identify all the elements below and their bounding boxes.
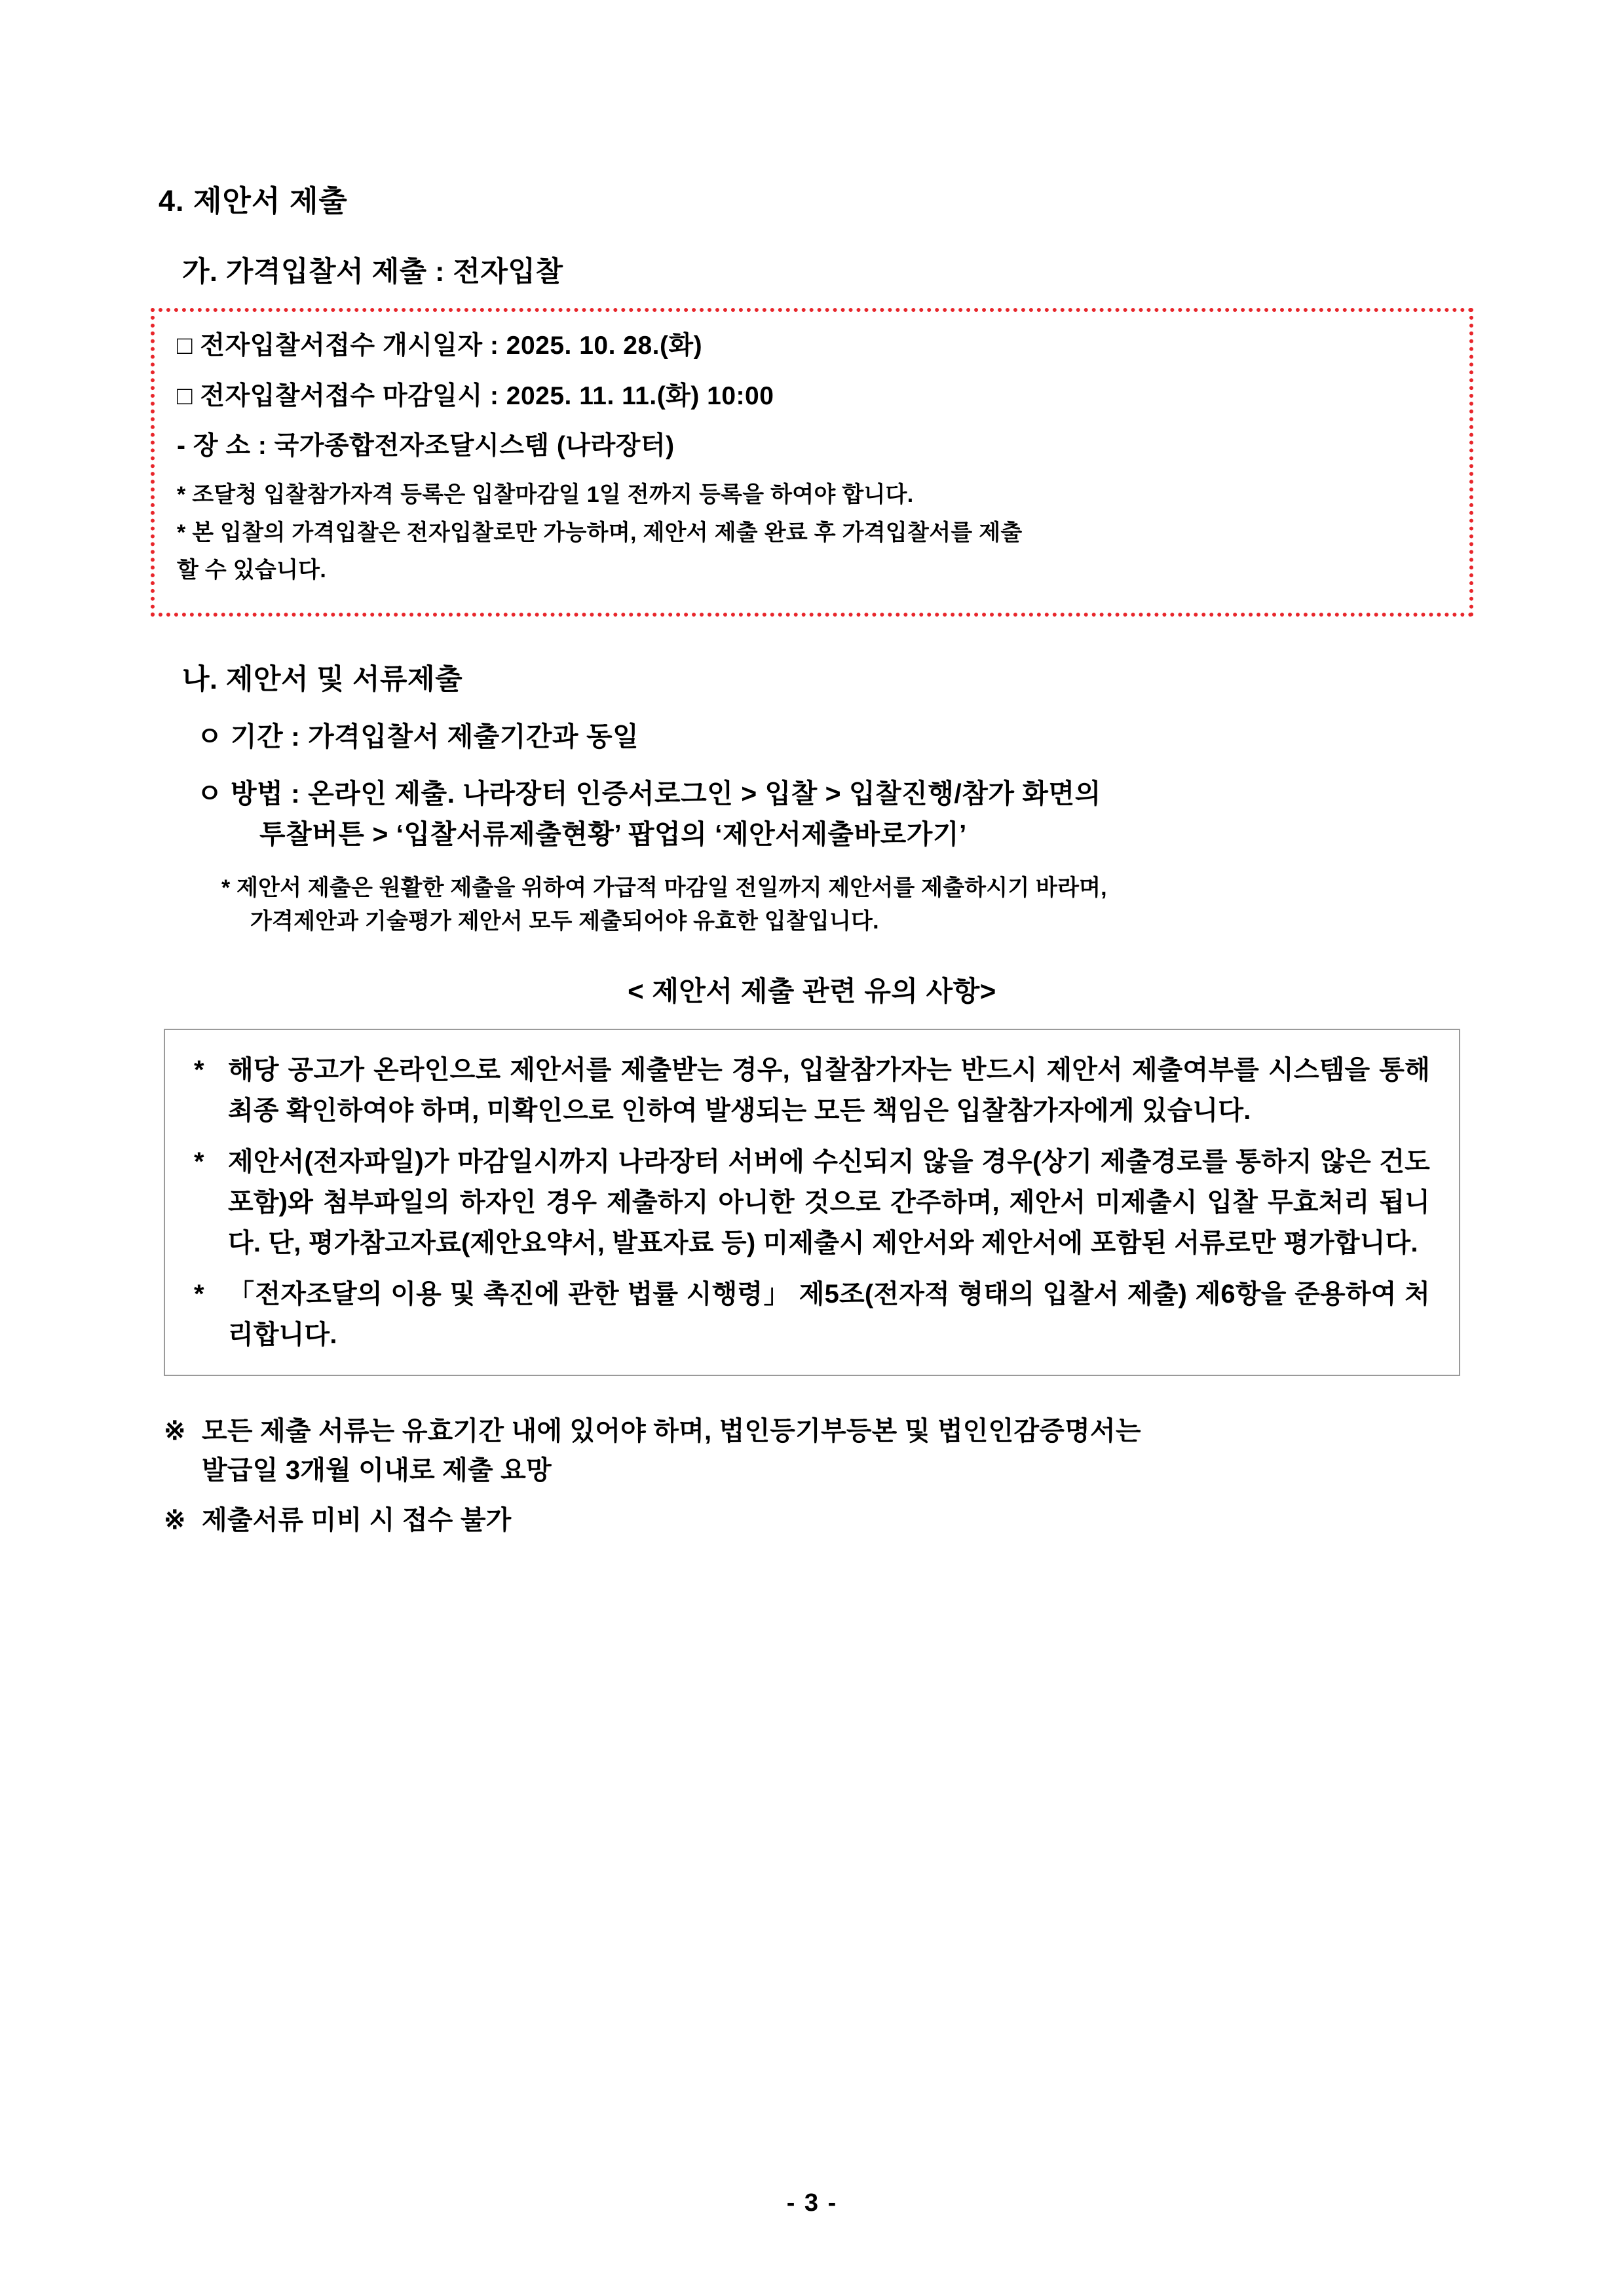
submission-method [197, 774, 1473, 854]
submission-method-line1: ㅇ 방법 : 온라인 제출. 나라장터 인증서로그인 > 입찰 > 입찰진행/참가 화면의 [197, 778, 1101, 809]
asterisk-icon: * [194, 1280, 204, 1309]
reference-mark-icon: ※ [164, 1506, 186, 1535]
footnote-item [164, 1501, 1473, 1540]
bid-note-electronic-cont: 할 수 있습니다. [177, 558, 327, 583]
bid-location: - 장 소 : 국가종합전자조달시스템 (나라장터) [177, 432, 675, 461]
caution-item-text: 「전자조달의 이용 및 촉진에 관한 법률 시행령」 제5조(전자적 형태의 입찰서 제출) 제6항을 준용하여 처리합니다. [228, 1280, 1430, 1350]
submission-note-line2: 가격제안과 기술평가 제안서 모두 제출되어야 유효한 입찰입니다. [250, 909, 879, 934]
asterisk-icon: * [194, 1056, 204, 1085]
caution-item [194, 1050, 1430, 1131]
reference-mark-icon: ※ [164, 1417, 186, 1446]
submission-note [221, 871, 1473, 938]
subsection-b-heading: 나. 제안서 및 서류제출 [182, 663, 463, 695]
page-number: - 3 - [786, 2189, 838, 2217]
bid-schedule-box [151, 308, 1473, 617]
caution-item-text: 해당 공고가 온라인으로 제안서를 제출받는 경우, 입찰참가자는 반드시 제안서 제출여부를 시스템을 통해 최종 확인하여야 하며, 미확인으로 인하여 발생되는 모든 책임은 입찰참가자에게 있습니다. [228, 1056, 1430, 1126]
bid-note-registration: * 조달청 입찰참가자격 등록은 입찰마감일 1일 전까지 등록을 하여야 합니다. [177, 482, 914, 507]
bid-deadline: □ 전자입찰서접수 마감일시 : 2025. 11. 11.(화) 10:00 [177, 381, 774, 410]
submission-method-line2: 투찰버튼 > ‘입찰서류제출현황’ 팝업의 ‘제안서제출바로가기’ [259, 818, 967, 849]
caution-item [194, 1274, 1430, 1355]
footnote-line1: 모든 제출 서류는 유효기간 내에 있어야 하며, 법인등기부등본 및 법인인감증명서는 [202, 1417, 1141, 1446]
bid-note-electronic: * 본 입찰의 가격입찰은 전자입찰로만 가능하며, 제안서 제출 완료 후 가격입찰서를 제출 [177, 520, 1023, 545]
caution-item [194, 1141, 1430, 1263]
caution-box [164, 1029, 1460, 1376]
bid-start-date: □ 전자입찰서접수 개시일자 : 2025. 10. 28.(화) [177, 332, 703, 360]
caution-item-text: 제안서(전자파일)가 마감일시까지 나라장터 서버에 수신되지 않을 경우(상기 제출경로를 통하지 않은 건도 포함)와 첨부파일의 하자인 경우 제출하지 아니한 것으로 간주하며, 제안서 미제출시 입찰 무효처리 됩니다. 단, 평가참고자료(제안요약서, 발표자료 등) 미제출시 제안서와 제안서에 포함된 서류로만 평가합니다. [228, 1147, 1430, 1258]
footnote-item [164, 1411, 1473, 1490]
submission-period: ㅇ 기간 : 가격입찰서 제출기간과 동일 [197, 721, 639, 752]
footnote-text: 제출서류 미비 시 접수 불가 [202, 1506, 512, 1535]
asterisk-icon: * [194, 1147, 204, 1177]
caution-title: < 제안서 제출 관련 유의 사항> [628, 976, 996, 1007]
section-heading: 4. 제안서 제출 [159, 184, 348, 218]
subsection-a-heading: 가. 가격입찰서 제출 : 전자입찰 [182, 256, 563, 288]
submission-note-line1: * 제안서 제출은 원활한 제출을 위하여 가급적 마감일 전일까지 제안서를 제출하시기 바라며, [221, 875, 1107, 901]
footnote-line2: 발급일 3개월 이내로 제출 요망 [202, 1456, 552, 1485]
footnote-text [202, 1411, 1473, 1490]
